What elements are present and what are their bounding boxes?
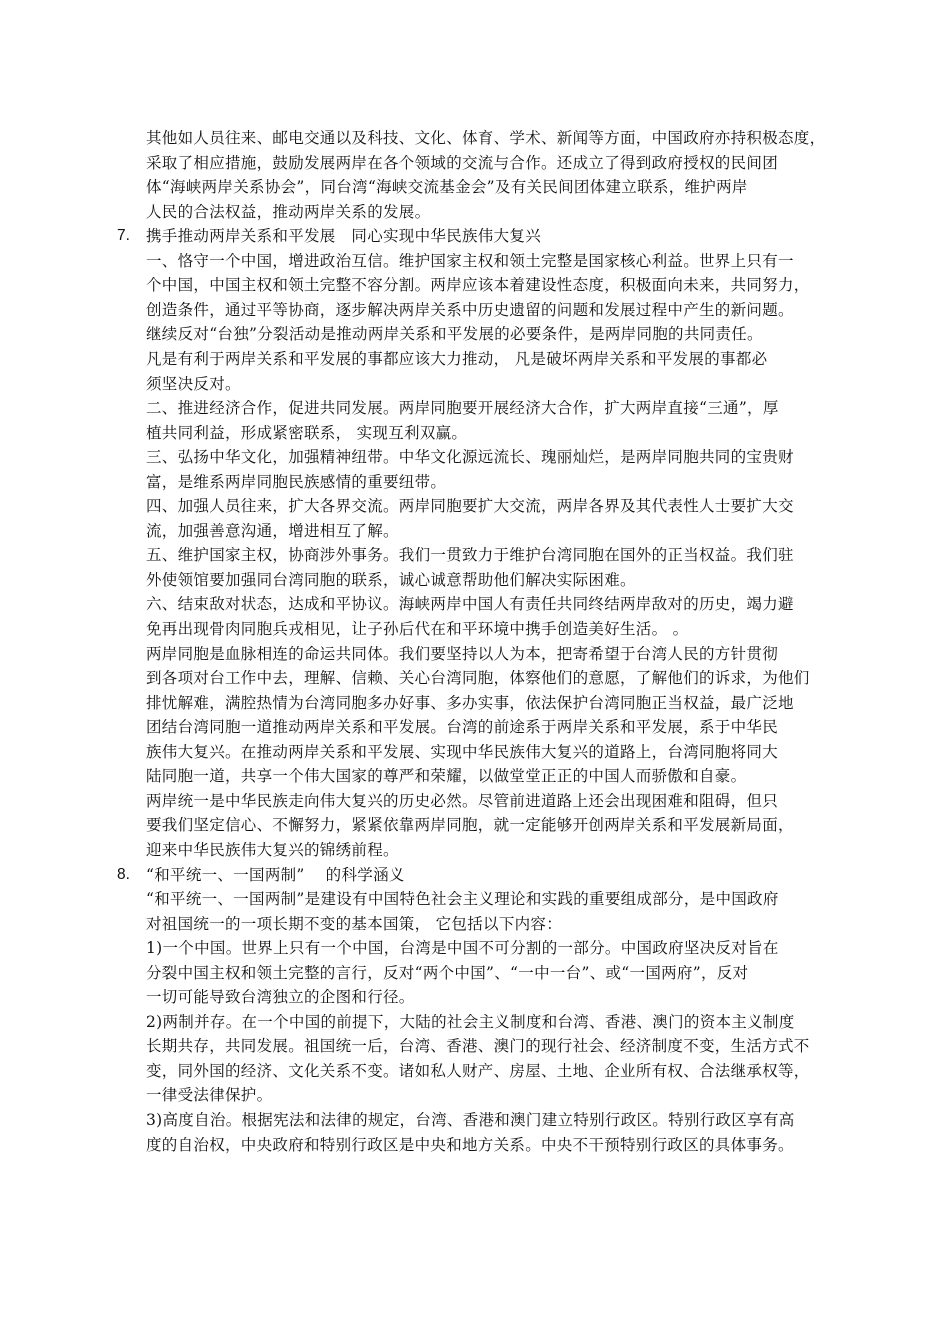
section-7-line: 五、维护国家主权，协商涉外事务。我们一贯致力于维护台湾同胞在国外的正当权益。我们驻	[146, 546, 794, 565]
section-7-line: 陆同胞一道，共享一个伟大国家的尊严和荣耀，以做堂堂正正的中国人而骄傲和自豪。	[146, 767, 747, 786]
section-7-line: 族伟大复兴。在推动两岸关系和平发展、实现中华民族伟大复兴的道路上，台湾同胞将同大	[146, 742, 779, 761]
section-7-line: 一、恪守一个中国，增进政治互信。维护国家主权和领土完整是国家核心利益。世界上只有一	[146, 251, 794, 270]
section-8-line: 分裂中国主权和领土完整的言行，反对“两个中国”、“一中一台”、或“一国两府”，反对	[146, 963, 749, 982]
section-7-line: 凡是有利于两岸关系和平发展的事都应该大力推动， 凡是破坏两岸关系和平发展的事都必	[146, 349, 768, 368]
section-7-line: 排忧解难，满腔热情为台湾同胞多办好事、多办实事，依法保护台湾同胞正当权益，最广泛地	[146, 693, 794, 712]
section-7-line: 个中国，中国主权和领土完整不容分割。两岸应该本着建设性态度，积极面向未来，共同努力，	[146, 276, 810, 295]
section-8-line: 一切可能导致台湾独立的企图和行径。	[146, 988, 415, 1007]
section-8-line: 度的自治权，中央政府和特别行政区是中央和地方关系。中央不干预特别行政区的具体事务。	[146, 1135, 794, 1154]
section-8-line: 3)高度自治。根据宪法和法律的规定，台湾、香港和澳门建立特别行政区。特别行政区享有高	[146, 1111, 795, 1129]
section-8-line: 长期共存，共同发展。祖国统一后，台湾、香港、澳门的现行社会、经济制度不变，生活方式不	[146, 1037, 810, 1056]
section-7-title: 携手推动两岸关系和平发展 同心实现中华民族伟大复兴	[146, 227, 542, 246]
section-7-line: 二、推进经济合作，促进共同发展。两岸同胞要开展经济大合作，扩大两岸直接“三通”，厚	[146, 399, 779, 418]
section-7-line: 继续反对“台独”分裂活动是推动两岸关系和平发展的必要条件，是两岸同胞的共同责任。	[146, 325, 763, 344]
section-7-line: 三、弘扬中华文化，加强精神纽带。中华文化源远流长、瑰丽灿烂，是两岸同胞共同的宝贵财	[146, 448, 794, 467]
section-8-line: 一律受法律保护。	[146, 1086, 273, 1105]
section-7-line: 须坚决反对。	[146, 374, 241, 393]
section-7-line: 植共同利益，形成紧密联系， 实现互利双赢。	[146, 423, 468, 442]
section-7-line: 流，加强善意沟通，增进相互了解。	[146, 521, 399, 540]
intro-line: 人民的合法权益，推动两岸关系的发展。	[146, 202, 431, 221]
section-8-number: 8.	[117, 865, 130, 883]
section-8-line: 对祖国统一的一项长期不变的基本国策， 它包括以下内容：	[146, 914, 563, 933]
section-7-line: 外使领馆要加强同台湾同胞的联系，诚心诚意帮助他们解决实际困难。	[146, 570, 636, 589]
intro-line: 其他如人员往来、邮电交通以及科技、文化、体育、学术、新闻等方面，中国政府亦持积极态度，	[146, 129, 826, 147]
section-7-line: 免再出现骨肉同胞兵戎相见，让子孙后代在和平环境中携手创造美好生活。 。	[146, 620, 689, 638]
section-8-title: “和平统一、一国两制” 的科学涵义	[146, 865, 405, 884]
section-7-line: 四、加强人员往来，扩大各界交流。两岸同胞要扩大交流，两岸各界及其代表性人士要扩大交	[146, 497, 794, 516]
section-8-line: 1)一个中国。世界上只有一个中国，台湾是中国不可分割的一部分。中国政府坚决反对旨在	[146, 939, 779, 958]
section-8-line: “和平统一、一国两制”是建设有中国特色社会主义理论和实践的重要组成部分，是中国政府	[146, 890, 779, 909]
section-7-line: 两岸统一是中华民族走向伟大复兴的历史必然。尽管前进道路上还会出现困难和阻碍，但只	[146, 791, 779, 810]
section-7-line: 要我们坚定信心、不懈努力，紧紧依靠两岸同胞，就一定能够开创两岸关系和平发展新局面，	[146, 816, 794, 835]
section-7-line: 六、结束敌对状态，达成和平协议。海峡两岸中国人有责任共同终结两岸敌对的历史，竭力避	[146, 595, 794, 614]
section-7-line: 到各项对台工作中去，理解、信赖、关心台湾同胞，体察他们的意愿，了解他们的诉求，为他们	[146, 669, 810, 688]
section-8-line: 变，同外国的经济、文化关系不变。诸如私人财产、房屋、土地、企业所有权、合法继承权等，	[146, 1061, 810, 1080]
section-7-number: 7.	[117, 227, 130, 245]
intro-line: 体“海峡两岸关系协会”，同台湾“海峡交流基金会”及有关民间团体建立联系，维护两岸	[146, 178, 748, 197]
section-7-line: 团结台湾同胞一道推动两岸关系和平发展。台湾的前途系于两岸关系和平发展，系于中华民	[146, 718, 779, 737]
section-7-line: 富，是维系两岸同胞民族感情的重要纽带。	[146, 472, 447, 491]
section-8-line: 2)两制并存。在一个中国的前提下，大陆的社会主义制度和台湾、香港、澳门的资本主义制度	[146, 1012, 795, 1031]
section-7-line: 创造条件，通过平等协商，逐步解决两岸关系中历史遗留的问题和发展过程中产生的新问题。	[146, 300, 794, 319]
intro-line: 采取了相应措施，鼓励发展两岸在各个领域的交流与合作。还成立了得到政府授权的民间团	[146, 153, 779, 172]
section-7-line: 迎来中华民族伟大复兴的锦绣前程。	[146, 840, 399, 859]
section-7-line: 两岸同胞是血脉相连的命运共同体。我们要坚持以人为本，把寄希望于台湾人民的方针贯彻	[146, 644, 779, 663]
